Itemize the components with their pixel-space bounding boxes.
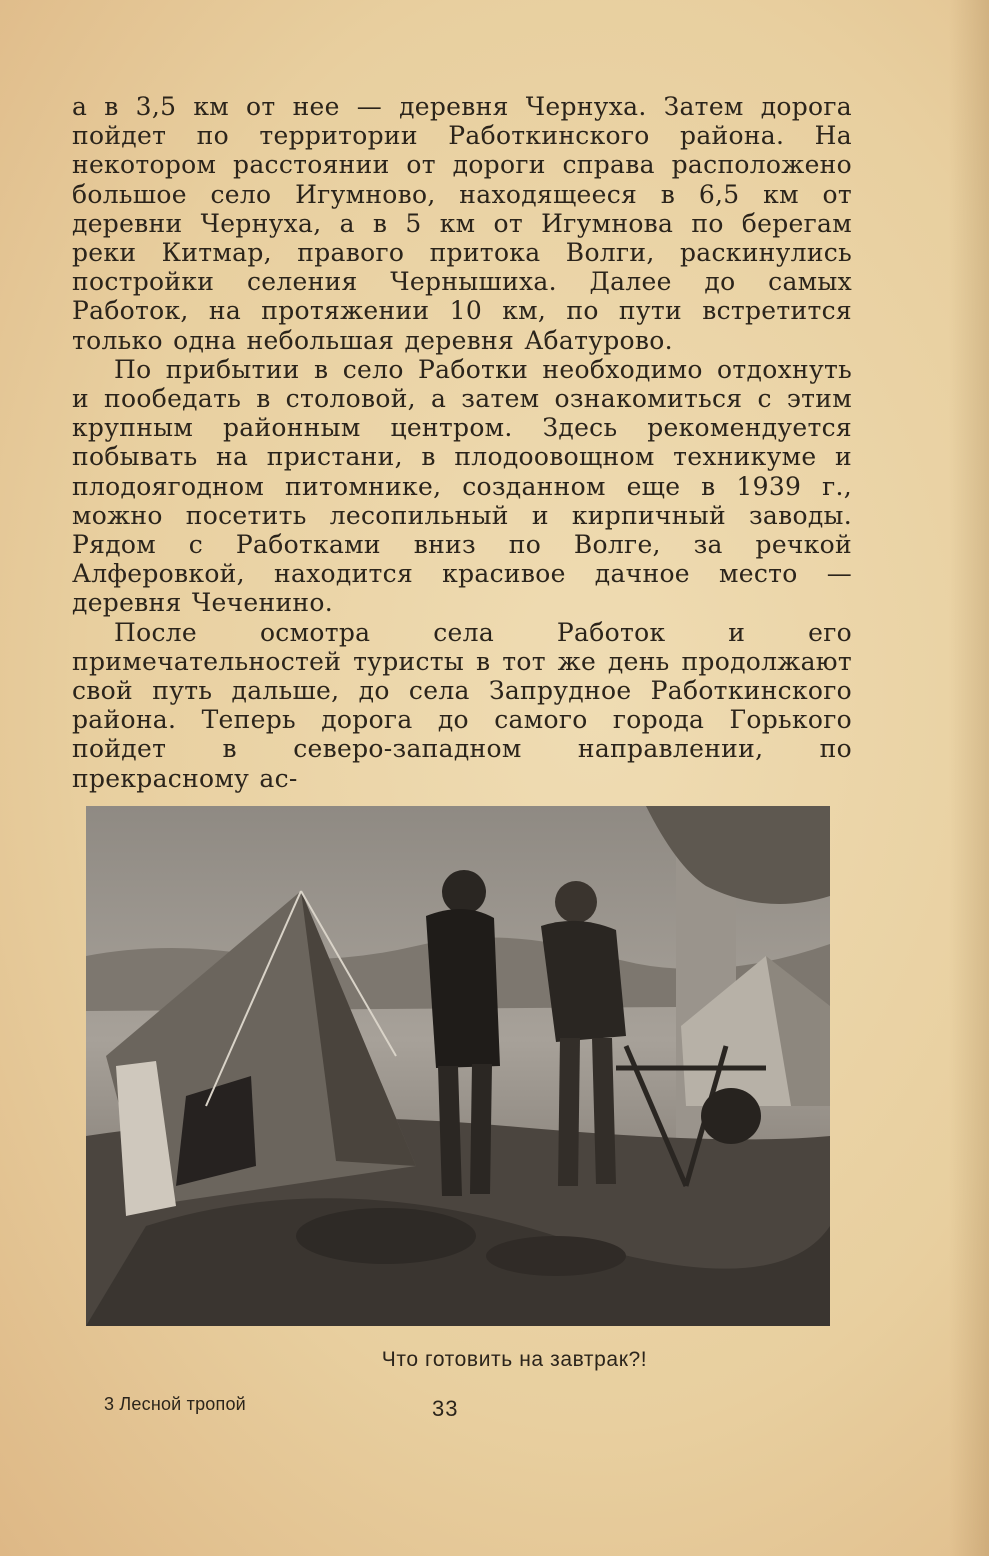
body-text (72, 92, 852, 793)
footer-signature: 3 Лесной тропой (104, 1394, 246, 1414)
photo-campsite (86, 806, 830, 1326)
page-number: 33 (432, 1396, 459, 1421)
paragraph-2: По прибытии в село Работки необходимо отдохнуть и пообедать в столовой, а затем ознакомиться с этим крупным районным центром. Здесь рекомендуется побывать на пристани, в плодоовощном техникуме и плодоягодном питомнике, созданном еще в 1939 г., можно посетить лесопильный и кирпичный заводы. Рядом с Работками вниз по Волге, за речкой Алферовкой, находится красивое дачное место — деревня Чеченино. (72, 354, 852, 618)
paragraph-3: После осмотра села Работок и его примечательностей туристы в тот же день продолжают свой путь дальше, до села Запрудное Работкинского района. Теперь дорога до самого города Горького пойдет в северо-западном направлении, по прекрасному ас- (72, 617, 852, 793)
photo-illustration (86, 806, 830, 1326)
photo-caption: Что готовить на завтрак?! (381, 1348, 648, 1371)
paragraph-1: а в 3,5 км от нее — деревня Чернуха. Затем дорога пойдет по территории Работкинского района. На некотором расстоянии от дороги справа расположено большое село Игумново, находящееся в 6,5 км от деревни Чернуха, а в 5 км от Игумнова по берегам реки Китмар, правого притока Волги, раскинулись постройки селения Чернышиха. Далее до самых Работок, на протяжении 10 км, по пути встретится только одна небольшая деревня Абатурово. (72, 92, 852, 355)
